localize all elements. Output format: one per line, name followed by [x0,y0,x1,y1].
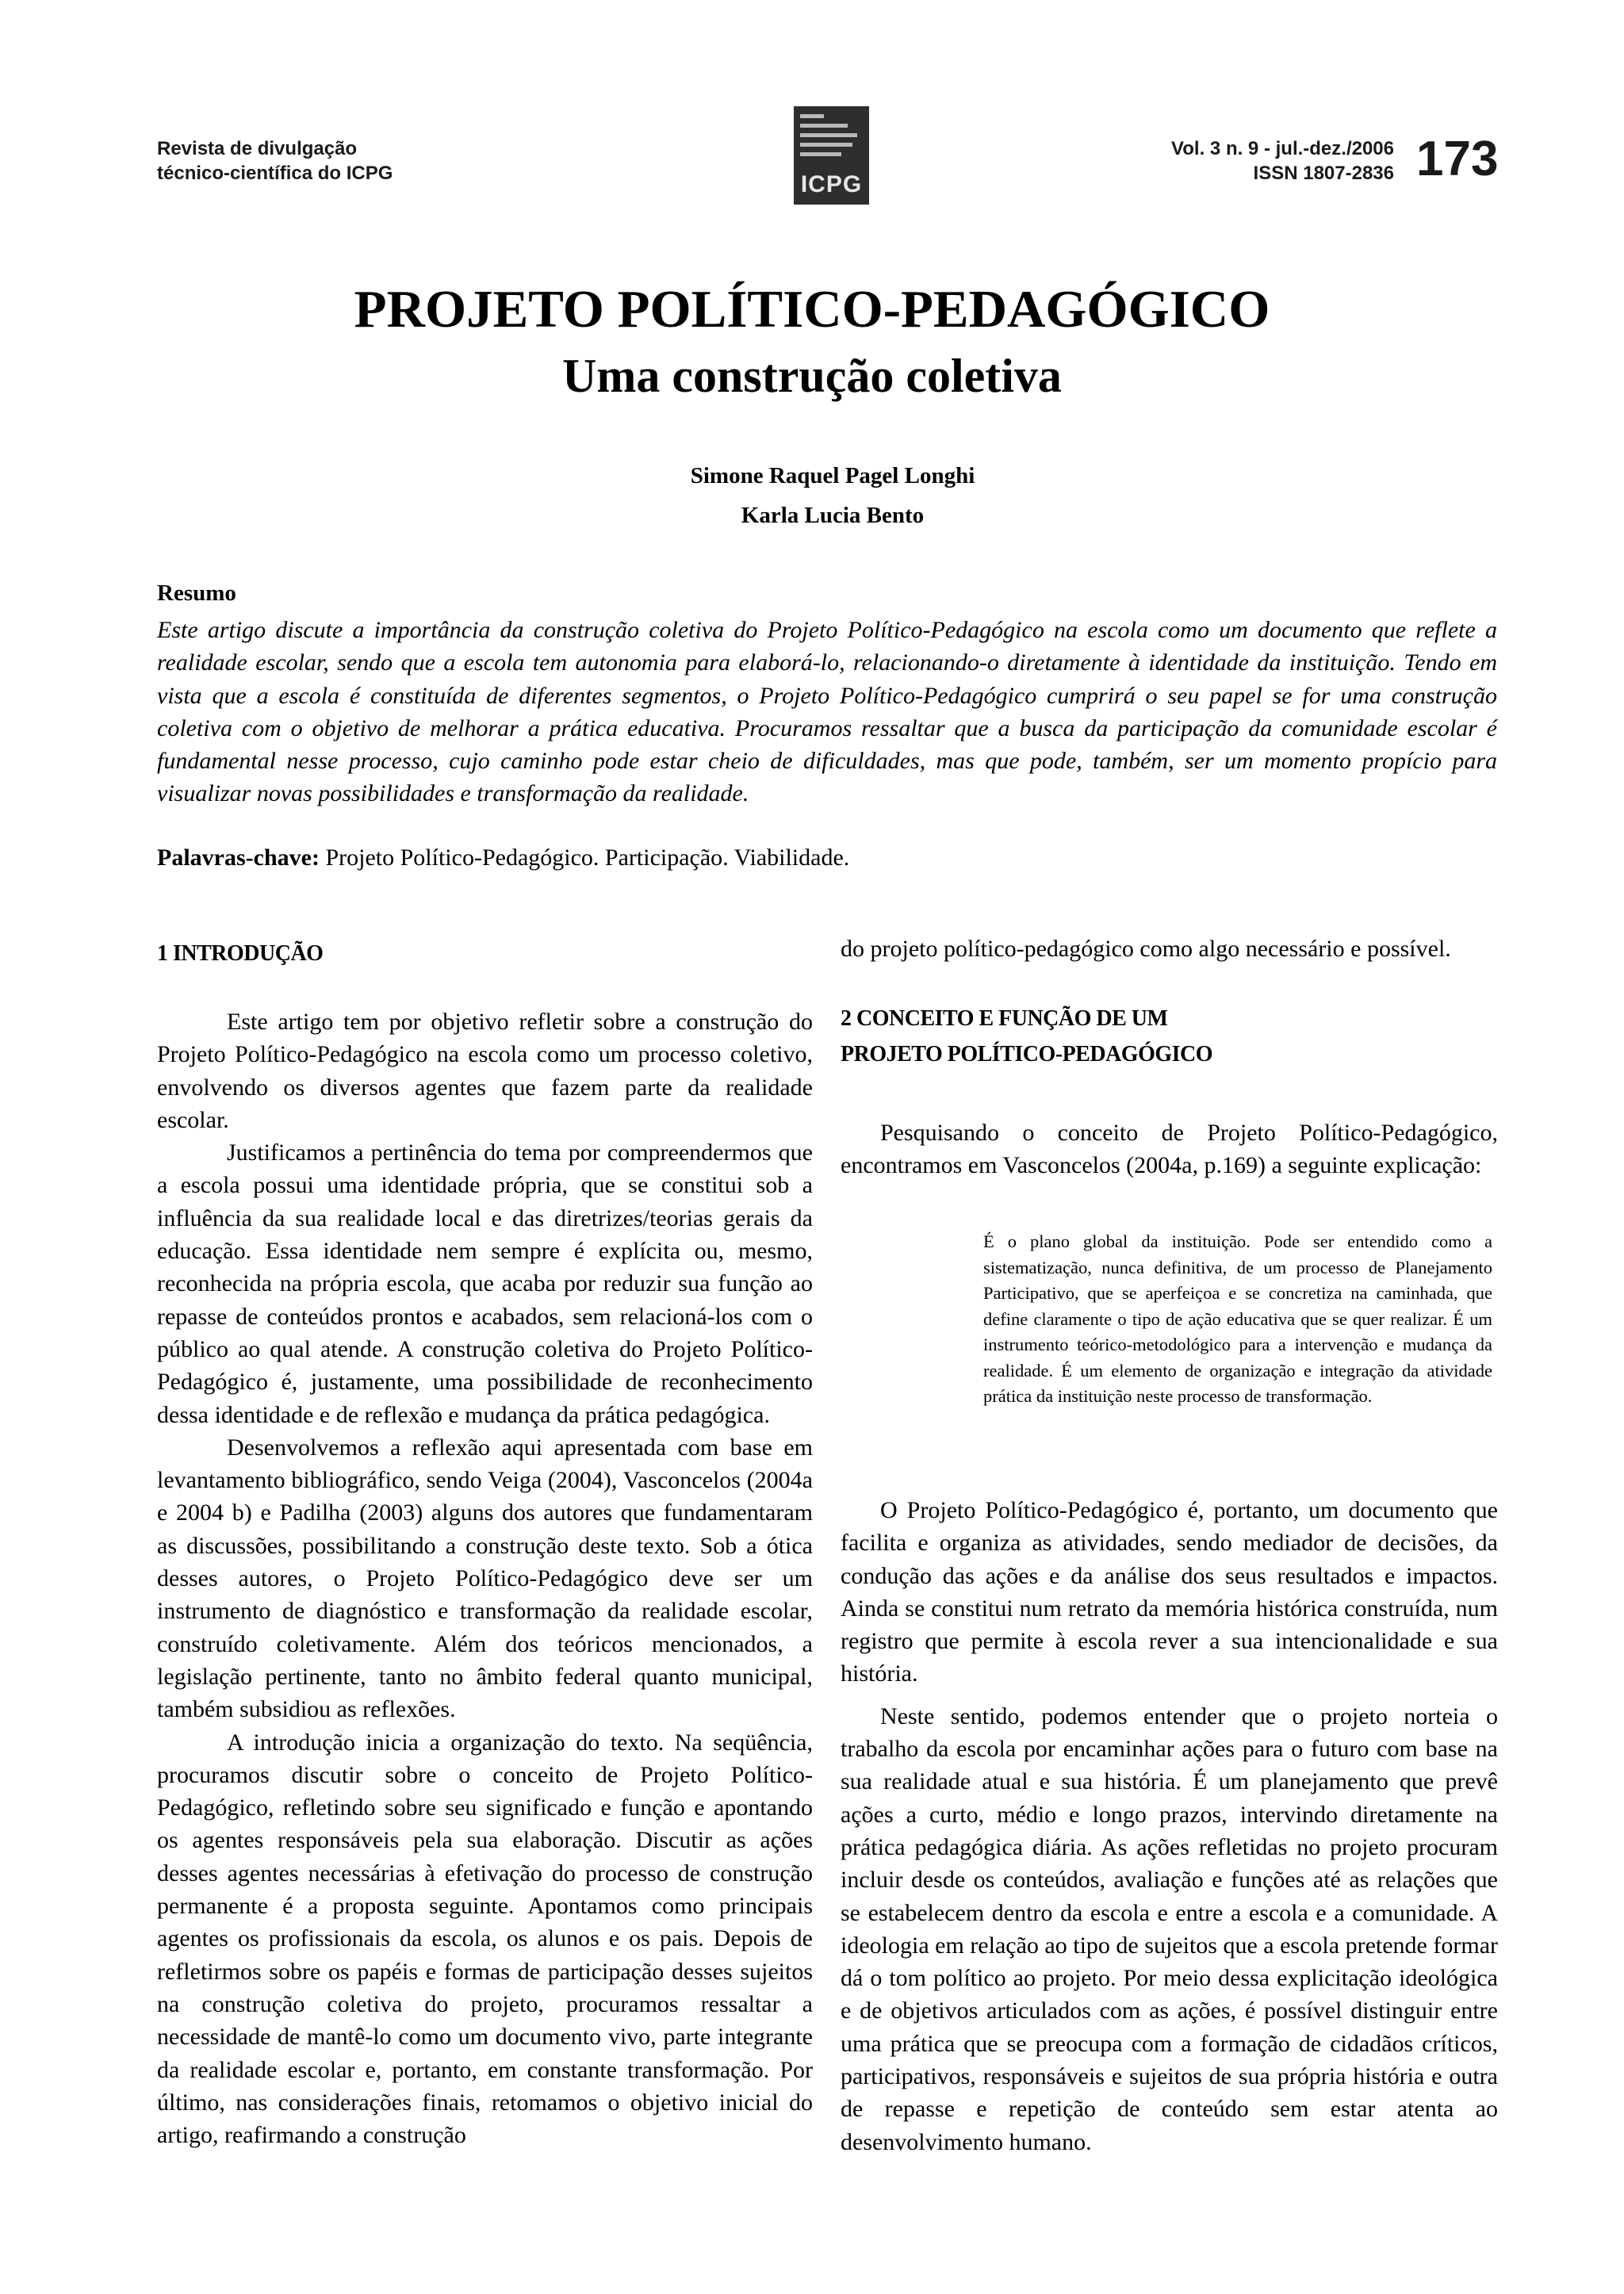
section2-paragraph: O Projeto Político-Pedagógico é, portanto, um documento que facilita e organiza as atividades, sendo mediador de decisões, da condução das ações e da análise dos seus resultados e impactos. Ainda se constitui num retrato da memória histórica construída, num registro que permite à escola rever a sua intencionalidade e sua história. [841,1497,1498,1687]
section2-intro-block [841,1116,1498,1182]
abstract-text: Este artigo discute a importância da construção coletiva do Projeto Político-Pedagógico na escola como um documento que reflete a realidade escolar, sendo que a escola tem autonomia para elaborá-lo, relacionando-o diretamente à identidade da instituição. Tendo em vista que a escola é constituída de diferentes segmentos, o Projeto Político-Pedagógico cumprirá o seu papel se for uma construção coletiva com o objetivo de melhorar a prática educativa. Procuramos ressaltar que a busca da participação da comunidade escolar é fundamental nesse processo, cujo caminho pode estar cheio de dificuldades, mas que pode, também, ser um momento propício para visualizar novas possibilidades e transformação da realidade. [157,617,1497,807]
author-1: Simone Raquel Pagel Longhi [690,463,975,488]
section1-heading: 1 INTRODUÇÃO [157,941,324,966]
section2-heading-line1: 2 CONCEITO E FUNÇÃO DE UM [841,1006,1168,1031]
journal-name-line2: técnico-científica do ICPG [157,163,393,184]
block-quote: É o plano global da instituição. Pode ser entendido como a sistematização, nunca definitiva, de um processo de Planejamento Participativo, que se aperfeiçoa e se concretiza na caminhada, que define claramente o tipo de ação educativa que se quer realizar. É um instrumento teórico-metodológico para a intervenção e mudança da realidade. É um elemento de organização e integração da atividade prática da instituição neste processo de transformação. [983,1231,1492,1406]
keywords-text: Projeto Político-Pedagógico. Participação. Viabilidade. [319,844,850,871]
section2-heading-line2: PROJETO POLÍTICO-PEDAGÓGICO [841,1042,1213,1067]
logo-text: ICPG [800,171,863,197]
section1-paragraph: Desenvolvemos a reflexão aqui apresentada com base em levantamento bibliográfico, sendo Veiga (2004), Vasconcelos (2004a e 2004 b) e Padilha (2003) alguns dos autores que fundamentaram as discussões, possibilitando a construção deste texto. Sob a ótica desses autores, o Projeto Político-Pedagógico deve ser um instrumento de diagnóstico e transformação da realidade escolar, construído coletivamente. Além dos teóricos mencionados, a legislação pertinente, tanto no âmbito federal quanto municipal, também subsidiou as reflexões. [157,1434,813,1723]
section2-body [841,1494,1498,2158]
article-subtitle: Uma construção coletiva [562,350,1062,402]
article-title: PROJETO POLÍTICO-PEDAGÓGICO [354,280,1270,339]
section1-continuation: do projeto político-pedagógico como algo necessário e possível. [841,936,1451,962]
section2-paragraph: Neste sentido, podemos entender que o projeto norteia o trabalho da escola por encaminhar ações para o futuro com base na sua realidade atual e sua história. É um planejamento que prevê ações a curto, médio e longo prazos, intervindo diretamente na prática pedagógica diária. As ações refletidas no projeto procuram incluir desde os conteúdos, avaliação e funções até as relações que se estabelecem dentro da escola e entre a escola e a comunidade. A ideologia em relação ao tipo de sujeitos que a escola pretende formar dá o tom político ao projeto. Por meio dessa explicitação ideológica e de objetivos articulados com as ações, é possível distinguir entre uma prática que se preocupa com a formação de cidadãos críticos, participativos, responsáveis e sujeitos de sua própria história e outra de repasse e repetição de conteúdo sem estar atenta ao desenvolvimento humano. [841,1702,1498,2155]
author-2: Karla Lucia Bento [741,503,925,528]
section1-paragraph: A introdução inicia a organização do texto. Na seqüência, procuramos discutir sobre o conceito de Projeto Político-Pedagógico, refletindo sobre seu significado e função e apontando os agentes responsáveis pela sua elaboração. Discutir as ações desses agentes necessárias à efetivação do processo de construção permanente é a proposta seguinte. Apontamos como principais agentes os profissionais da escola, os alunos e os pais. Depois de refletirmos sobre os papéis e formas de participação desses sujeitos na construção coletiva do projeto, procuramos ressaltar a necessidade de mantê-lo como um documento vivo, parte integrante da realidade escolar e, portanto, em constante transformação. Por último, nas considerações finais, retomamos o objetivo inicial do artigo, reafirmando a construção [157,1729,813,2149]
keywords-label: Palavras-chave: [157,844,320,871]
section1-paragraph: Justificamos a pertinência do tema por compreendermos que a escola possui uma identidade própria, que se constitui sob a influência da sua realidade local e das diretrizes/teorias gerais da educação. Essa identidade nem sempre é explícita ou, mesmo, reconhecida na própria escola, que acaba por reduzir sua função ao repasse de conteúdos prontos e acabados, sem relacioná-los com o público ao qual atende. A construção coletiva do Projeto Político-Pedagógico é, justamente, uma possibilidade de reconhecimento dessa identidade e de reflexão e mudança da prática pedagógica. [157,1139,813,1428]
section1-paragraph: Este artigo tem por objetivo refletir sobre a construção do Projeto Político-Pedagógico na escola como um processo coletivo, envolvendo os diversos agentes que fazem parte da realidade escolar. [157,1009,813,1133]
journal-name [157,136,393,186]
section1-body [157,1005,813,2151]
volume-info: Vol. 3 n. 9 - jul.-dez./2006 [1171,138,1394,159]
abstract-label: Resumo [157,580,236,606]
page-number: 173 [1416,132,1499,186]
icpg-logo [794,106,869,205]
section2-heading [841,1001,1212,1072]
issn-info: ISSN 1807-2836 [1253,163,1394,184]
journal-name-line1: Revista de divulgação [157,138,358,159]
keywords [157,842,1497,874]
issue-info [1171,136,1394,186]
section2-intro: Pesquisando o conceito de Projeto Político-Pedagógico, encontramos em Vasconcelos (2004a, p.169) a seguinte explicação: [841,1120,1498,1179]
